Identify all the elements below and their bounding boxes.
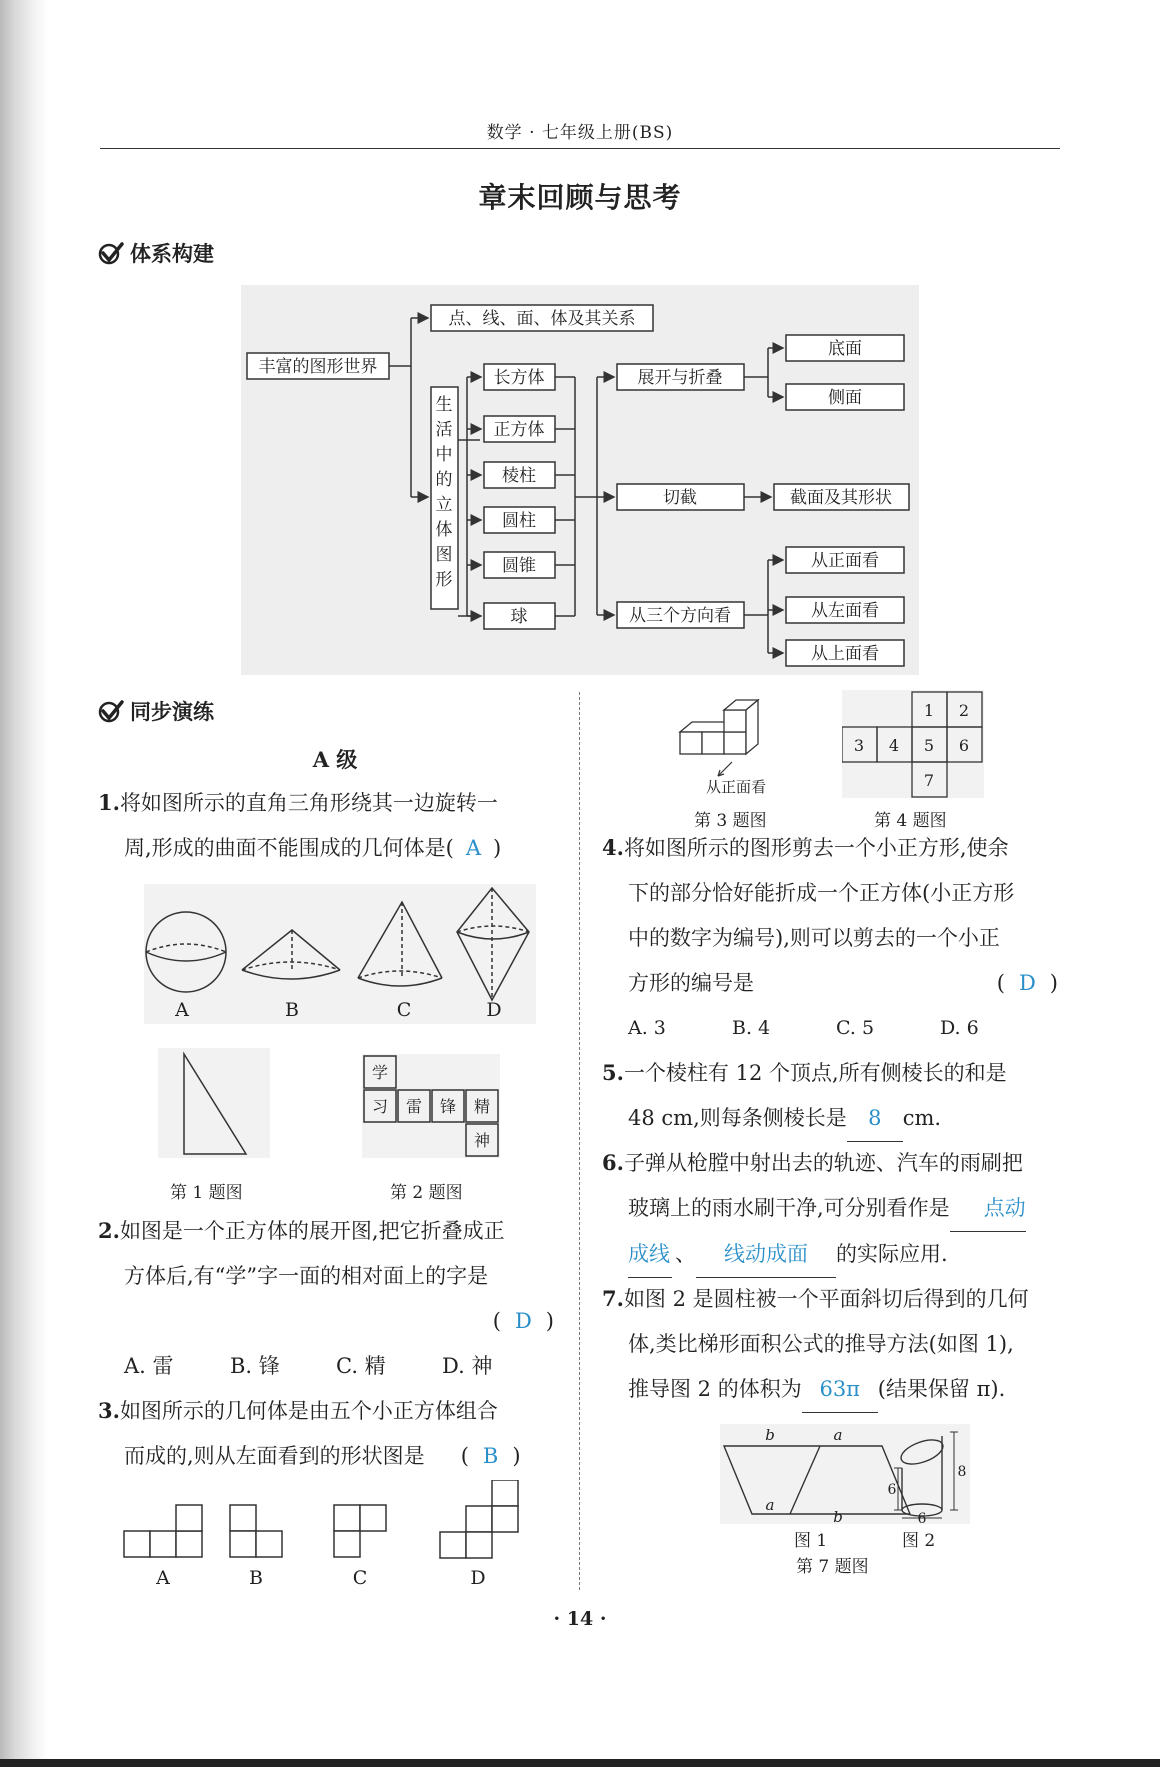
question-6 [602, 1140, 1062, 1278]
option-label: D [470, 1567, 486, 1589]
answer: B [482, 1444, 499, 1468]
question-text: 推导图 2 的体积为 [628, 1377, 802, 1401]
question-text: 如图所示的几何体是由五个小正方体组合 [119, 1399, 498, 1423]
map-vchar: 图 [435, 545, 453, 565]
option: B. 锋 [230, 1354, 280, 1378]
map-top: 点、线、面、体及其关系 [448, 309, 636, 329]
q1-solids-figure [144, 884, 536, 1024]
question-text: 48 cm,则每条侧棱长是 [628, 1106, 847, 1130]
dim-letter: b [765, 1426, 775, 1444]
option-label: C [352, 1567, 368, 1589]
answer-blank: 线动成面 [696, 1232, 836, 1278]
question-number: 2. [98, 1218, 120, 1243]
figure-caption: 第 3 题图 [694, 811, 767, 831]
paren: ) [545, 1309, 554, 1333]
question-number: 7. [602, 1286, 624, 1311]
question-text: 方体后,有“学”字一面的相对面上的字是 [124, 1264, 489, 1288]
answer-blank: 63π [802, 1367, 878, 1413]
page-title: 章末回顾与思考 [478, 181, 682, 214]
right-triangle-figure [158, 1048, 270, 1158]
question-text: 的实际应用. [836, 1242, 948, 1266]
option-label: A [175, 999, 189, 1021]
option: A. 3 [628, 1017, 666, 1039]
map-vchar: 生 [435, 395, 453, 415]
question-1 [98, 780, 568, 871]
figure-caption: 第 4 题图 [874, 811, 947, 831]
section-system-label: 体系构建 [130, 241, 214, 266]
answer: D [1018, 971, 1036, 995]
q3-cubes-figure [670, 688, 790, 796]
checkmark-icon [98, 699, 124, 728]
grid-number: 6 [958, 736, 970, 755]
dim-value: 8 [957, 1464, 967, 1480]
q7-figure [720, 1424, 970, 1524]
question-text: 玻璃上的雨水刷干净,可分别看作是 [628, 1196, 950, 1220]
net-char: 精 [473, 1097, 491, 1116]
question-number: 4. [602, 835, 624, 860]
answer-blank: 成线 [628, 1232, 672, 1278]
paren: ) [512, 1444, 521, 1468]
question-2 [98, 1208, 568, 1389]
map-view: 从正面看 [811, 551, 879, 571]
question-text: 方形的编号是 [628, 971, 754, 995]
figure-label: 图 1 [794, 1531, 828, 1551]
map-vchar: 体 [435, 520, 453, 540]
question-number: 6. [602, 1150, 624, 1175]
question-text: 如图 2 是圆柱被一个平面斜切后得到的几何 [623, 1287, 1029, 1311]
question-text: 下的部分恰好能折成一个正方体(小正方形 [628, 881, 1015, 905]
net-char: 神 [473, 1131, 491, 1150]
separator: 、 [675, 1242, 696, 1266]
question-text: 体,类比梯形面积公式的推导方法(如图 1), [628, 1332, 1014, 1356]
option-label: B [249, 1567, 263, 1589]
dim-letter: b [833, 1508, 843, 1524]
option: C. 5 [836, 1017, 875, 1039]
q3-views-figure [120, 1480, 540, 1590]
map-cut-result: 截面及其形状 [790, 488, 892, 508]
question-3 [98, 1388, 568, 1479]
map-op: 从三个方向看 [629, 606, 731, 626]
column-divider [579, 692, 580, 1590]
map-vchar: 中 [435, 445, 453, 465]
answer: A [465, 836, 482, 860]
paren: ( [492, 1309, 501, 1333]
question-text: 而成的,则从左面看到的形状图是 [124, 1444, 425, 1468]
page-number: · 14 · [553, 1608, 607, 1630]
header-rule [100, 148, 1060, 149]
question-text: 中的数字为编号),则可以剪去的一个小正 [628, 926, 1000, 950]
q4-grid-figure [842, 690, 984, 798]
map-fold-result: 底面 [828, 339, 862, 359]
net-char: 习 [371, 1097, 389, 1116]
question-text: 一个棱柱有 12 个顶点,所有侧棱长的和是 [623, 1061, 1007, 1085]
paren: ) [493, 836, 502, 860]
grid-number: 4 [888, 736, 900, 755]
question-text: 如图是一个正方体的展开图,把它折叠成正 [119, 1219, 505, 1243]
question-number: 5. [602, 1060, 624, 1085]
map-solid: 圆柱 [502, 511, 536, 531]
map-view: 从上面看 [811, 644, 879, 664]
map-op: 展开与折叠 [637, 368, 723, 388]
paren: ) [1049, 971, 1058, 995]
dim-letter: a [765, 1496, 775, 1514]
map-vchar: 活 [435, 420, 453, 440]
question-text: 子弹从枪膛中射出去的轨迹、汽车的雨刷把 [623, 1151, 1023, 1175]
answer-blank: 8 [847, 1096, 903, 1142]
question-text: cm. [902, 1106, 942, 1130]
map-vchar: 形 [435, 570, 453, 590]
dim-value: 6 [917, 1511, 927, 1524]
map-solid: 长方体 [493, 368, 545, 388]
option-label: A [156, 1567, 170, 1589]
net-char: 雷 [405, 1097, 423, 1116]
net-char: 锋 [439, 1097, 457, 1116]
view-direction-label: 从正面看 [705, 778, 767, 796]
map-solid: 圆锥 [502, 556, 536, 576]
paren: ( [996, 971, 1005, 995]
grid-number: 5 [923, 736, 935, 755]
question-text: 将如图所示的直角三角形绕其一边旋转一 [119, 791, 498, 815]
map-solid: 棱柱 [502, 466, 536, 486]
option-label: D [486, 999, 502, 1021]
question-text: 将如图所示的图形剪去一个小正方形,使余 [623, 836, 1009, 860]
option: B. 4 [732, 1017, 771, 1039]
checkmark-icon [98, 241, 124, 270]
option: C. 精 [336, 1354, 386, 1378]
grid-number: 1 [923, 701, 935, 720]
option: D. 神 [442, 1354, 493, 1378]
figure-label: 图 2 [902, 1531, 936, 1551]
option-label: B [285, 999, 299, 1021]
concept-map [241, 285, 919, 675]
section-practice-heading [98, 696, 214, 728]
map-view: 从左面看 [811, 601, 879, 621]
grid-number: 3 [853, 736, 865, 755]
question-number: 3. [98, 1398, 120, 1423]
map-op: 切截 [663, 488, 697, 508]
option-label: C [396, 999, 412, 1021]
section-practice-label: 同步演练 [130, 699, 214, 724]
figure-caption: 第 7 题图 [796, 1557, 869, 1577]
paren: ( [460, 1444, 469, 1468]
question-number: 1. [98, 790, 120, 815]
dim-value: 6 [887, 1482, 897, 1498]
map-solid: 球 [510, 607, 528, 627]
map-vchar: 立 [435, 495, 453, 515]
answer: D [514, 1309, 532, 1333]
map-root: 丰富的图形世界 [258, 357, 378, 377]
map-vchar: 的 [435, 470, 453, 490]
dim-letter: a [833, 1426, 843, 1444]
question-4 [602, 825, 1062, 1051]
answer-blank: 点动 [950, 1186, 1026, 1232]
section-system-heading [98, 238, 214, 270]
grid-number: 2 [958, 701, 970, 720]
question-5 [602, 1050, 1062, 1142]
map-fold-result: 侧面 [828, 388, 862, 408]
option: A. 雷 [124, 1354, 174, 1378]
running-header: 数学 · 七年级上册(BS) [486, 123, 674, 143]
cube-net-figure [362, 1054, 500, 1158]
map-solid: 正方体 [493, 420, 545, 440]
question-7 [602, 1276, 1062, 1413]
question-text: (结果保留 π). [877, 1377, 1006, 1401]
bottom-bar [0, 1759, 1160, 1767]
figure-caption: 第 1 题图 [170, 1183, 243, 1203]
question-text: 周,形成的曲面不能围成的几何体是( [124, 836, 454, 860]
figure-caption: 第 2 题图 [390, 1183, 463, 1203]
grid-number: 7 [923, 771, 935, 790]
page-edge-shadow [0, 0, 48, 1767]
level-heading: A 级 [312, 747, 358, 772]
option: D. 6 [940, 1017, 979, 1039]
net-char: 学 [371, 1063, 389, 1082]
